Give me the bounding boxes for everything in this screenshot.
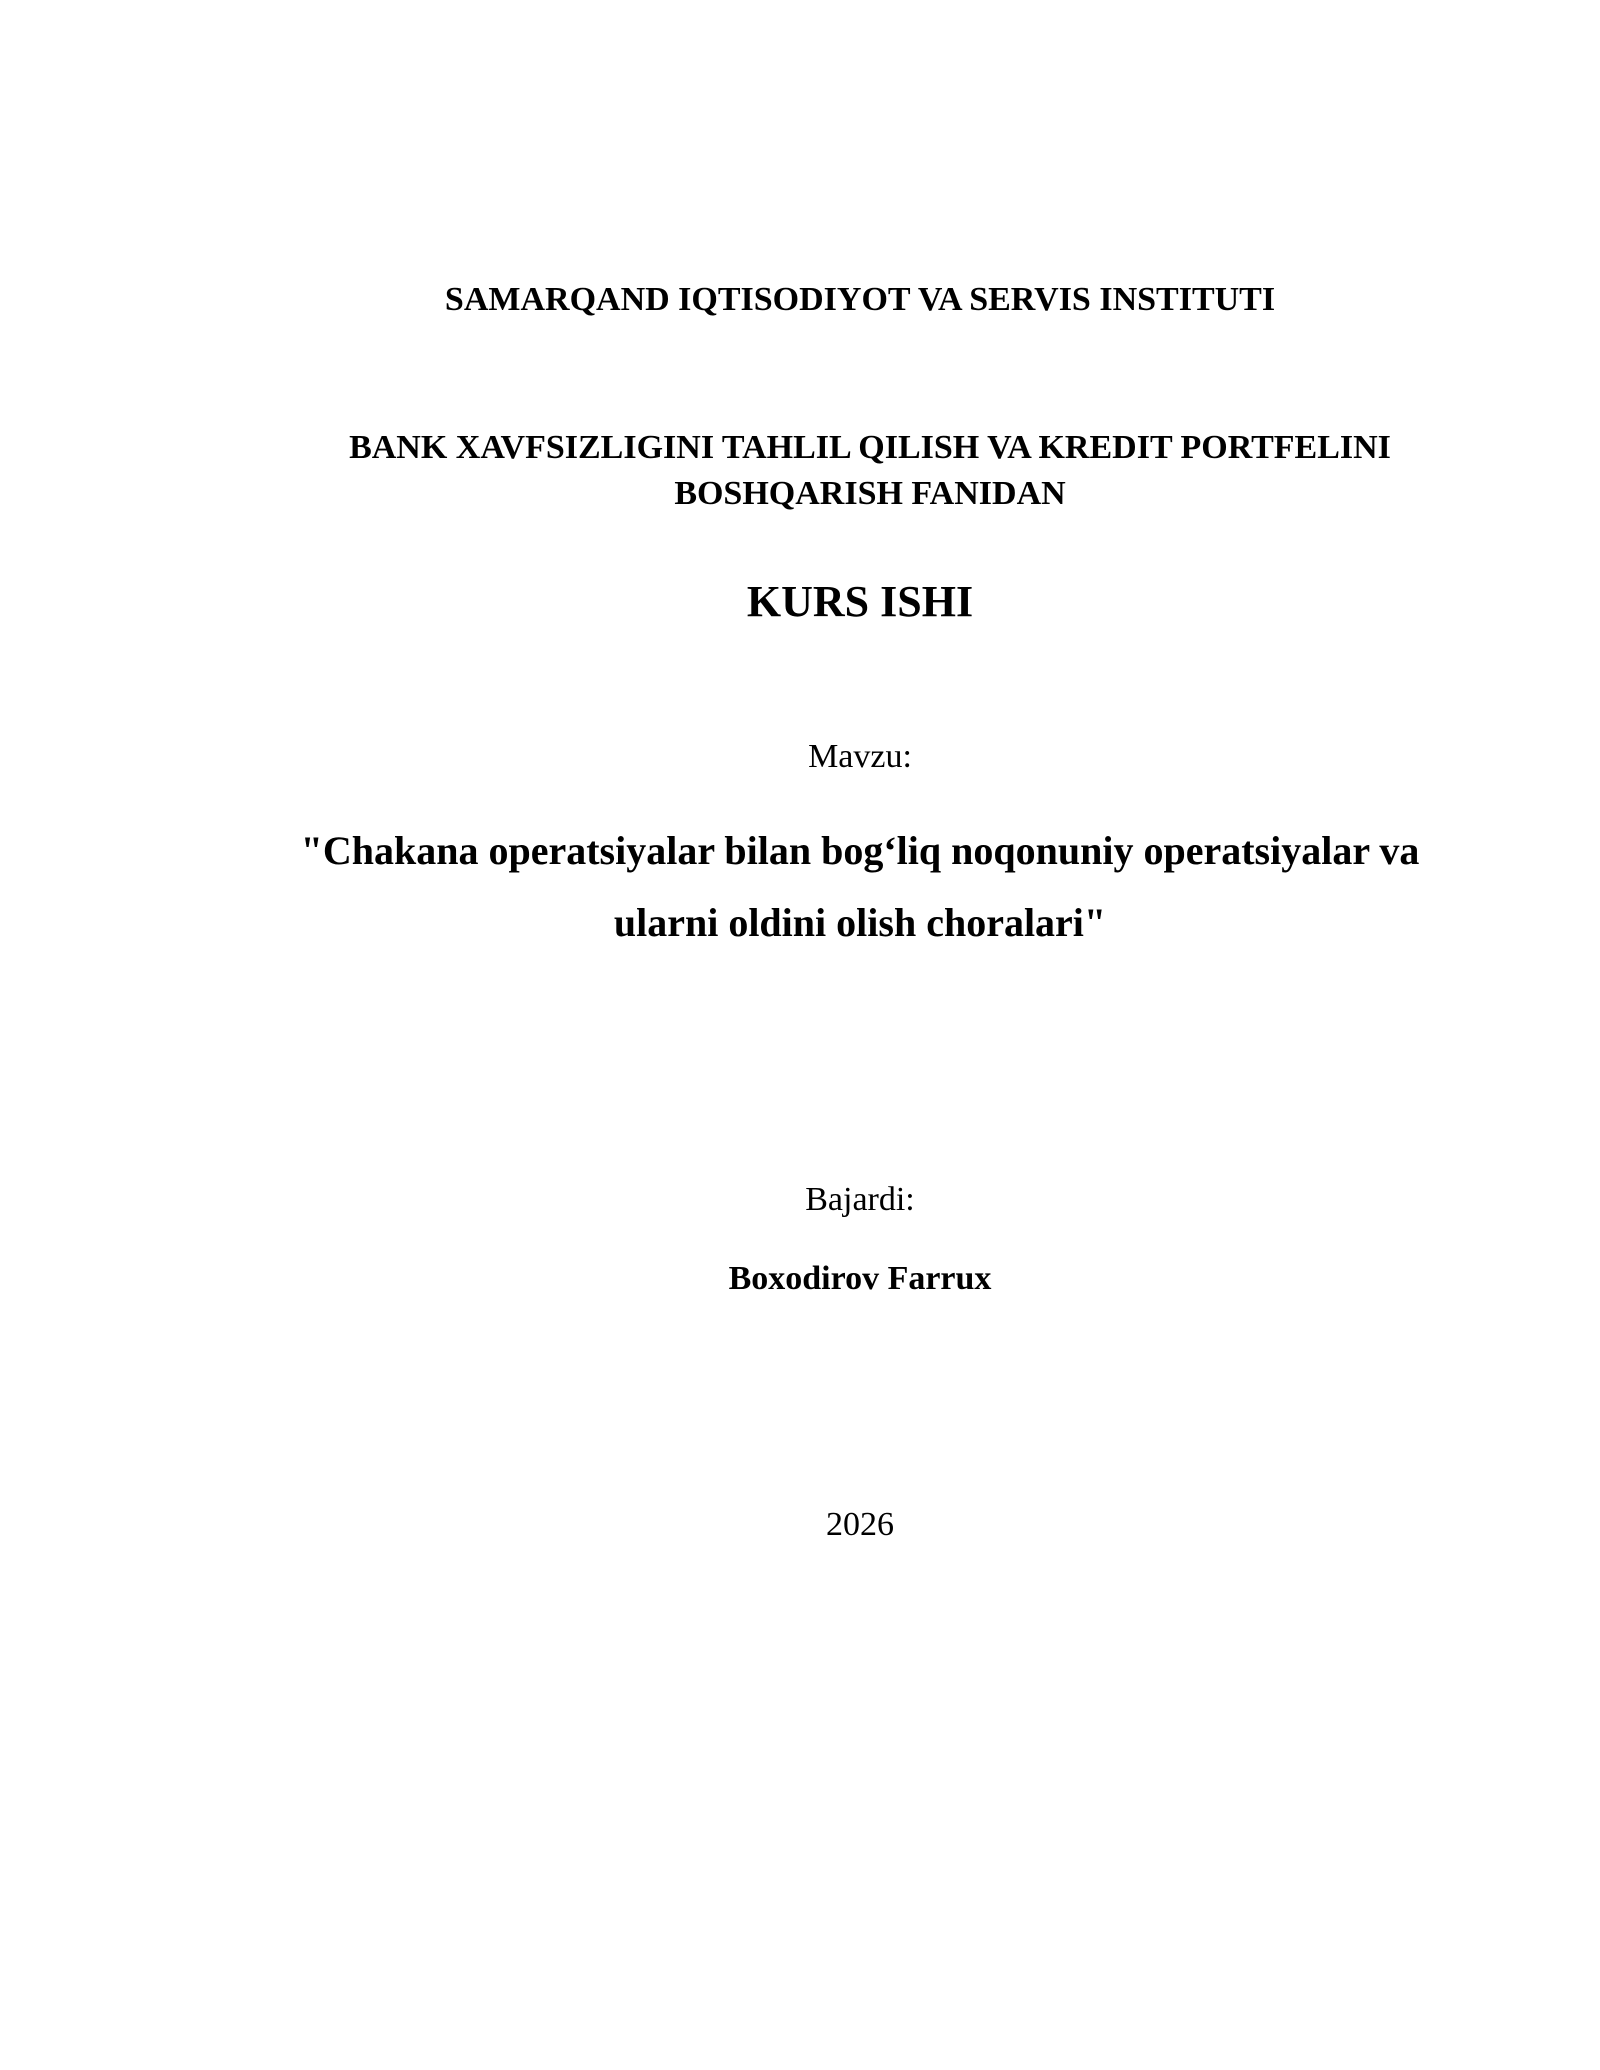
institute-name: SAMARQAND IQTISODIYOT VA SERVIS INSTITUTI: [444, 281, 1276, 318]
subject-title-line-2: BOSHQARISH FANIDAN: [674, 475, 1066, 512]
performed-by-label: Bajardi:: [805, 1181, 915, 1218]
topic-title: [70, 815, 1600, 959]
topic-label: Mavzu:: [808, 738, 912, 775]
year: 2026: [826, 1506, 894, 1543]
author-name: Boxodirov Farrux: [728, 1260, 992, 1297]
subject-title-line-1: BANK XAVFSIZLIGINI TAHLIL QILISH VA KREDIT PORTFELINI: [349, 429, 1391, 466]
subject-title: [70, 425, 1600, 517]
topic-title-line-1: "Chakana operatsiyalar bilan bog‘liq noqonuniy operatsiyalar va: [300, 828, 1420, 873]
work-type-heading: KURS ISHI: [746, 577, 974, 626]
topic-title-line-2: ularni oldini olish choralari": [613, 900, 1107, 945]
